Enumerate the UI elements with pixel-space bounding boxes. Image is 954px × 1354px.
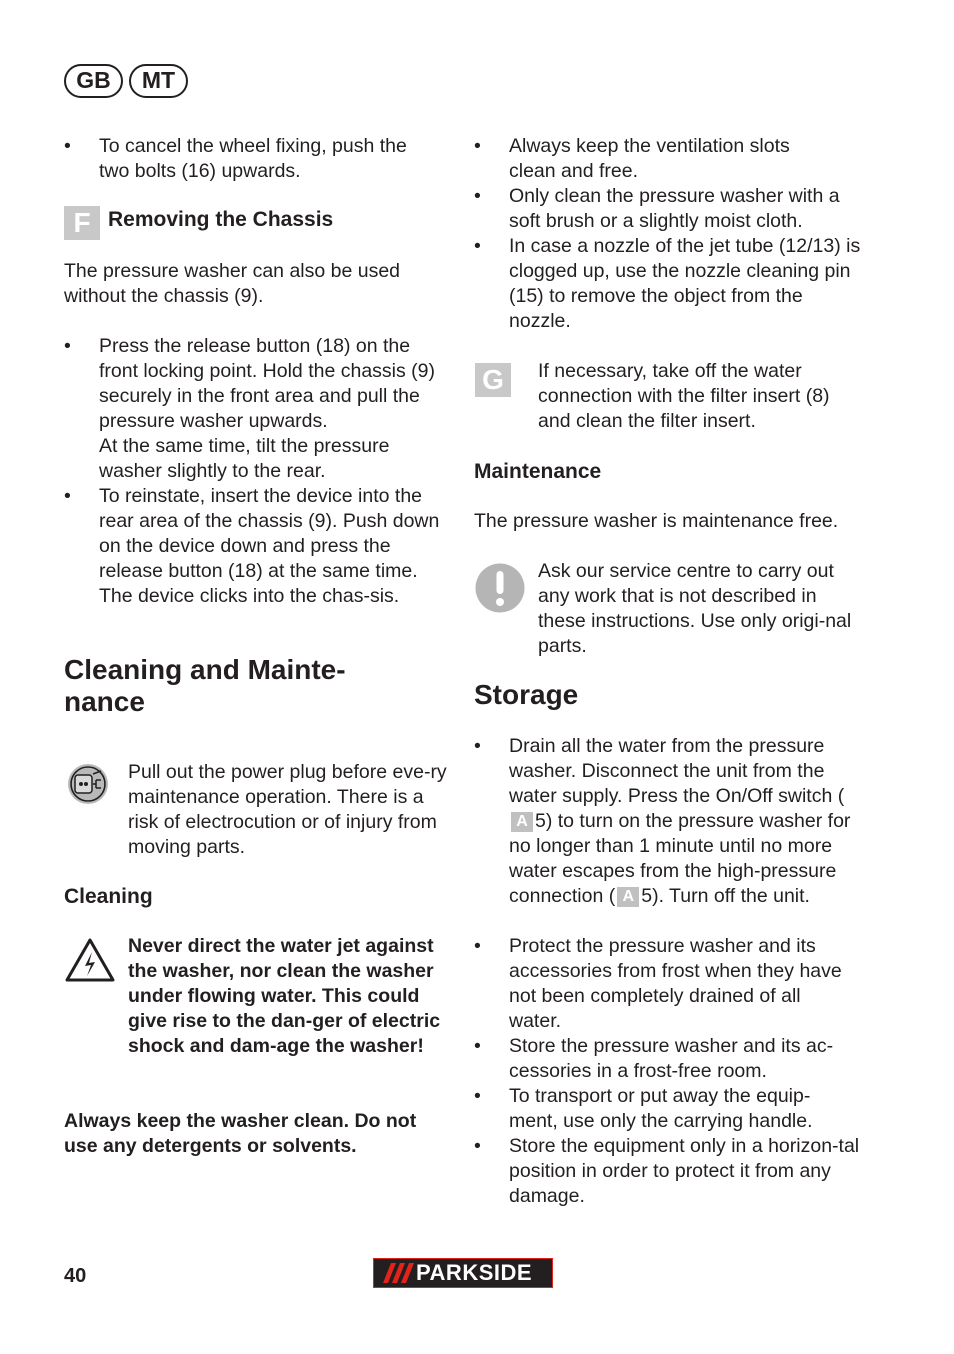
parkside-logo <box>373 1258 553 1288</box>
bullet-marker: • <box>64 485 71 507</box>
bullet-marker: • <box>474 935 481 957</box>
section-badge-f: F <box>64 206 100 240</box>
exclamation-icon <box>475 563 525 613</box>
bullet-marker: • <box>474 735 481 757</box>
bullet-marker: • <box>474 135 481 157</box>
bullet-text: To transport or put away the equip-ment, use only the carrying handle. <box>509 1085 813 1132</box>
service-notice: Ask our service centre to carry out any work that is not described in these instructions. Use only origi-nal parts. <box>538 560 852 657</box>
bullet-text: To cancel the wheel fixing, push the two bolts (16) upwards. <box>99 135 407 182</box>
bullet-marker: • <box>64 335 71 357</box>
bullet-marker: • <box>474 235 481 257</box>
bullet-marker: • <box>474 1035 481 1057</box>
bullet-text: Store the equipment only in a horizon-tal position in order to protect it from any damage. <box>509 1135 860 1207</box>
bullet-text: Protect the pressure washer and its accessories from frost when they have not been completely drained of all water. <box>509 935 842 1032</box>
maintenance-text: The pressure washer is maintenance free. <box>474 510 839 532</box>
heading-storage: Storage <box>474 679 579 710</box>
drain-text-part1: Drain all the water from the pressure washer. Disconnect the unit from the water supply. Press the On/Off switch ( <box>509 735 845 807</box>
heading-cleaning-maintenance-line2: nance <box>64 686 145 717</box>
language-badge-gb: GB <box>64 64 123 98</box>
language-badge-mt: MT <box>129 64 188 98</box>
bullet-text: In case a nozzle of the jet tube (12/13) is clogged up, use the nozzle cleaning pin (15) to remove the object from the nozzle. <box>509 235 861 332</box>
power-plug-notice: Pull out the power plug before eve-ry maintenance operation. There is a risk of electrocution or of injury from moving parts. <box>128 761 447 858</box>
bullet-text <box>509 734 859 909</box>
clean-note: Always keep the washer clean. Do not use any detergents or solvents. <box>64 1110 417 1157</box>
logo-stripes-icon <box>376 1261 414 1285</box>
page-number: 40 <box>64 1265 87 1287</box>
heading-removing-chassis: Removing the Chassis <box>108 208 334 231</box>
figure-badge-a: A <box>511 812 533 832</box>
logo-text: PARKSIDE <box>416 1260 533 1285</box>
electric-warning-text: Never direct the water jet against the washer, nor clean the washer under flowing water. This could give rise to the dan-ger of electric shock and dam-age the washer! <box>128 935 441 1057</box>
filter-insert-text: If necessary, take off the water connection with the filter insert (8) and clean the filter insert. <box>538 360 830 432</box>
heading-maintenance: Maintenance <box>474 460 602 483</box>
bullet-text: Store the pressure washer and its ac-cessories in a frost-free room. <box>509 1035 834 1082</box>
chassis-tilt-note: At the same time, tilt the pressure washer slightly to the rear. <box>99 435 390 482</box>
bullet-marker: • <box>474 1085 481 1107</box>
heading-cleaning: Cleaning <box>64 885 153 908</box>
bullet-text: To reinstate, insert the device into the rear area of the chassis (9). Push down on the device down and press the release button (18) at the same time. The device clicks into the chas-sis. <box>99 485 440 607</box>
drain-text-part3: 5). Turn off the unit. <box>641 885 810 907</box>
drain-text-part2: 5) to turn on the pressure washer for no longer than 1 minute until no more water escapes from the high-pressure connection ( <box>509 810 851 907</box>
bullet-marker: • <box>474 1135 481 1157</box>
bullet-marker: • <box>64 135 71 157</box>
bullet-text: Press the release button (18) on the front locking point. Hold the chassis (9) securely in the front area and pull the pressure washer upwards. <box>99 335 435 432</box>
bullet-marker: • <box>474 185 481 207</box>
electric-warning-icon <box>64 937 116 983</box>
bullet-text: Always keep the ventilation slots clean and free. <box>509 135 790 182</box>
power-plug-icon <box>66 762 110 806</box>
bullet-text: Only clean the pressure washer with a soft brush or a slightly moist cloth. <box>509 185 840 232</box>
heading-cleaning-maintenance-line1: Cleaning and Mainte- <box>64 654 346 685</box>
figure-badge-a: A <box>617 887 639 907</box>
section-badge-g: G <box>475 363 511 397</box>
chassis-intro: The pressure washer can also be used without the chassis (9). <box>64 260 401 307</box>
